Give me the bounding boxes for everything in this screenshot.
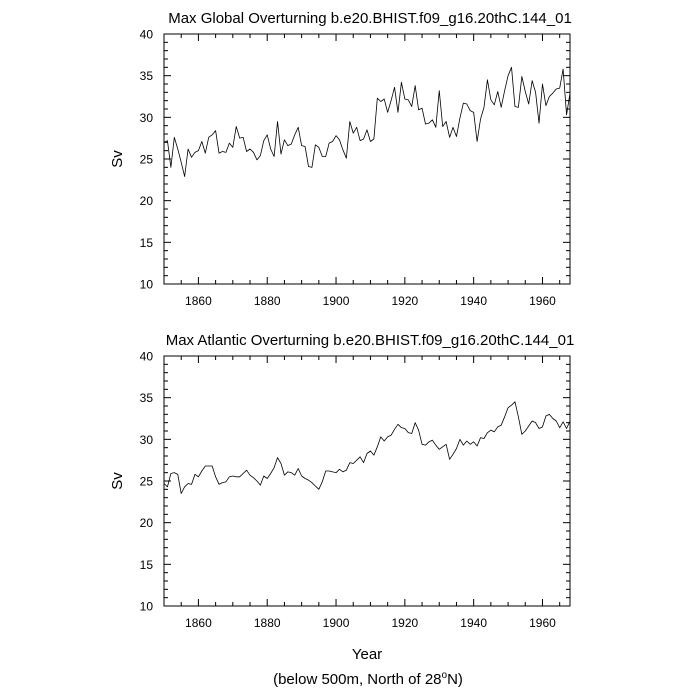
- series-line: [164, 402, 570, 494]
- y-tick-label: 40: [139, 349, 153, 364]
- x-tick-label: 1960: [529, 616, 556, 630]
- y-tick-label: 30: [139, 110, 153, 125]
- plot-frame: [164, 34, 570, 284]
- series-line: [164, 67, 570, 176]
- x-tick-label: 1900: [322, 616, 350, 630]
- x-tick-label: 1940: [460, 616, 488, 630]
- chart-title: Max Global Overturning b.e20.BHIST.f09_g16.20thC.144_01: [168, 10, 572, 27]
- y-tick-label: 35: [139, 391, 153, 406]
- y-axis-label: Sv: [109, 472, 126, 490]
- chart-title: Max Atlantic Overturning b.e20.BHIST.f09_g16.20thC.144_01: [165, 332, 575, 349]
- x-tick-label: 1860: [185, 616, 212, 630]
- global-overturning-panel: [109, 10, 572, 308]
- x-tick-label: 1860: [185, 294, 212, 308]
- y-tick-label: 20: [139, 194, 153, 209]
- plot-frame: [164, 356, 570, 606]
- y-tick-label: 15: [139, 557, 153, 572]
- y-tick-label: 40: [139, 27, 153, 42]
- y-tick-label: 30: [139, 432, 153, 447]
- y-tick-label: 10: [139, 599, 153, 614]
- y-tick-label: 15: [139, 235, 153, 250]
- x-tick-label: 1960: [529, 294, 556, 308]
- y-tick-label: 20: [139, 516, 153, 531]
- x-tick-label: 1880: [253, 294, 281, 308]
- y-tick-label: 35: [139, 69, 153, 84]
- x-tick-label: 1920: [391, 294, 419, 308]
- x-tick-label: 1920: [391, 616, 419, 630]
- y-tick-label: 10: [139, 277, 153, 292]
- atlantic-overturning-panel: [109, 332, 574, 663]
- y-tick-label: 25: [139, 474, 153, 489]
- y-axis-label: Sv: [109, 150, 126, 168]
- footer-note: (below 500m, North of 28$^o$N): [273, 670, 463, 688]
- x-axis-label: Year: [351, 646, 383, 663]
- y-tick-label: 25: [139, 152, 153, 167]
- x-tick-label: 1940: [460, 294, 488, 308]
- x-tick-label: 1880: [253, 616, 281, 630]
- x-tick-label: 1900: [322, 294, 350, 308]
